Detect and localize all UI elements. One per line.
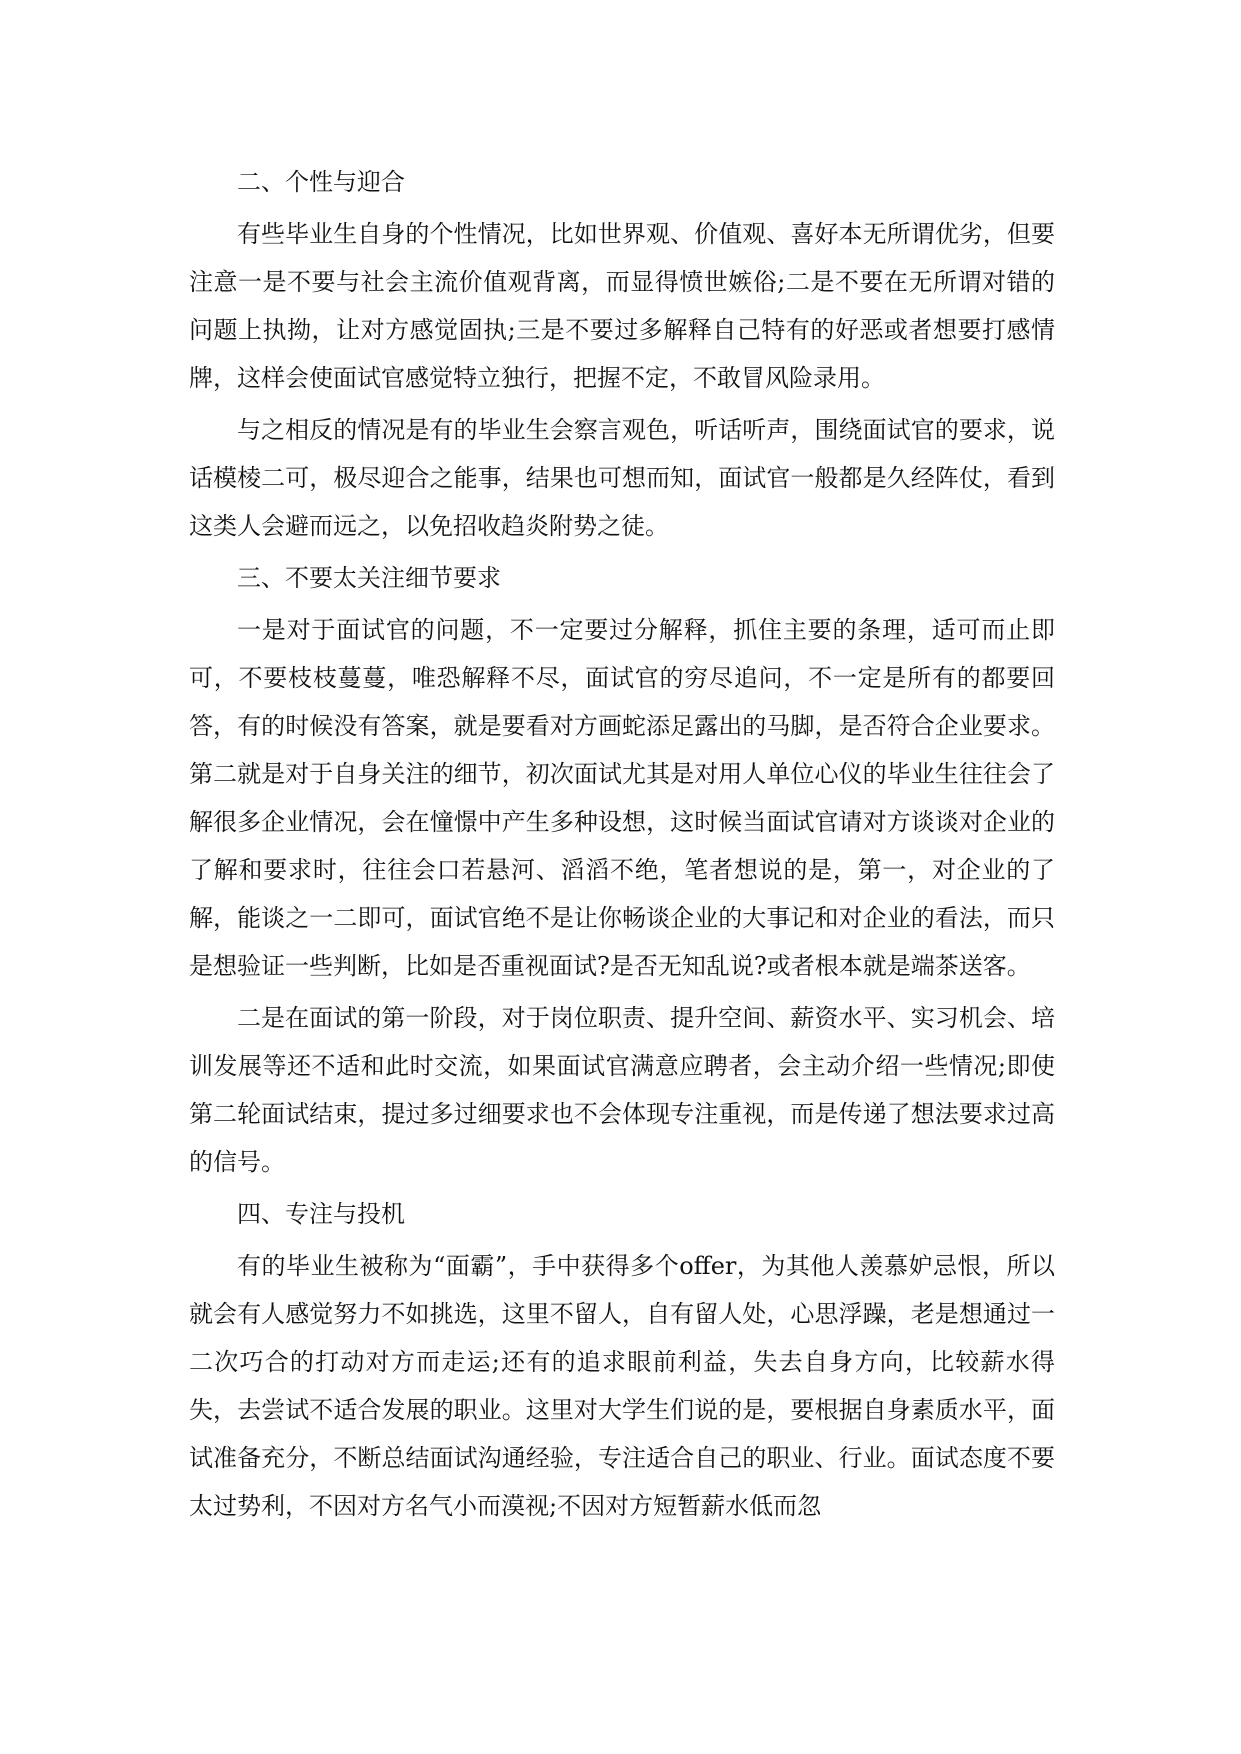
section-heading-individuality: 二、个性与迎合: [237, 168, 405, 196]
paragraph-individuality-1: 有些毕业生自身的个性情况，比如世界观、价值观、喜好本无所谓优劣，但要注意一是不要与社会主流价值观背离，而显得愤世嫉俗;二是不要在无所谓对错的问题上执拗，让对方感觉固执;三是不要过多解释自己特有的好恶或者想要打感情牌，这样会使面试官感觉特立独行，把握不定，不敢冒风险录用。: [189, 220, 1055, 392]
paragraph-details-1: 一是对于面试官的问题，不一定要过分解释，抓住主要的条理，适可而止即可，不要枝枝蔓蔓，唯恐解释不尽，面试官的穷尽追问，不一定是所有的都要回答，有的时候没有答案，就是要看对方画蛇添足露出的马脚，是否符合企业要求。第二就是对于自身关注的细节，初次面试尤其是对用人单位心仪的毕业生往往会了解很多企业情况，会在憧憬中产生多种设想，这时候当面试官请对方谈谈对企业的了解和要求时，往往会口若悬河、滔滔不绝，笔者想说的是，第一，对企业的了解，能谈之一二即可，面试官绝不是让你畅谈企业的大事记和对企业的看法，而只是想验证一些判断，比如是否重视面试?是否无知乱说?或者根本就是端茶送客。: [189, 616, 1055, 980]
section-heading-focus: 四、专注与投机: [237, 1200, 405, 1228]
paragraph-focus-1: 有的毕业生被称为“面霸”，手中获得多个offer，为其他人羡慕妒忌恨，所以就会有人感觉努力不如挑选，这里不留人，自有留人处，心思浮躁，老是想通过一二次巧合的打动对方而走运;还有的追求眼前利益，失去自身方向，比较薪水得失，去尝试不适合发展的职业。这里对大学生们说的是，要根据自身素质水平，面试准备充分，不断总结面试沟通经验，专注适合自己的职业、行业。面试态度不要太过势利，不因对方名气小而漠视;不因对方短暂薪水低而忽: [189, 1252, 1055, 1520]
section-heading-details: 三、不要太关注细节要求: [237, 564, 501, 592]
paragraph-details-2: 二是在面试的第一阶段，对于岗位职责、提升空间、薪资水平、实习机会、培训发展等还不适和此时交流，如果面试官满意应聘者，会主动介绍一些情况;即使第二轮面试结束，提过多过细要求也不会体现专注重视，而是传递了想法要求过高的信号。: [189, 1004, 1055, 1176]
paragraph-individuality-2: 与之相反的情况是有的毕业生会察言观色，听话听声，围绕面试官的要求，说话模棱二可，极尽迎合之能事，结果也可想而知，面试官一般都是久经阵仗，看到这类人会避而远之，以免招收趋炎附势之徒。: [189, 416, 1055, 540]
document-body: [189, 154, 1055, 1530]
